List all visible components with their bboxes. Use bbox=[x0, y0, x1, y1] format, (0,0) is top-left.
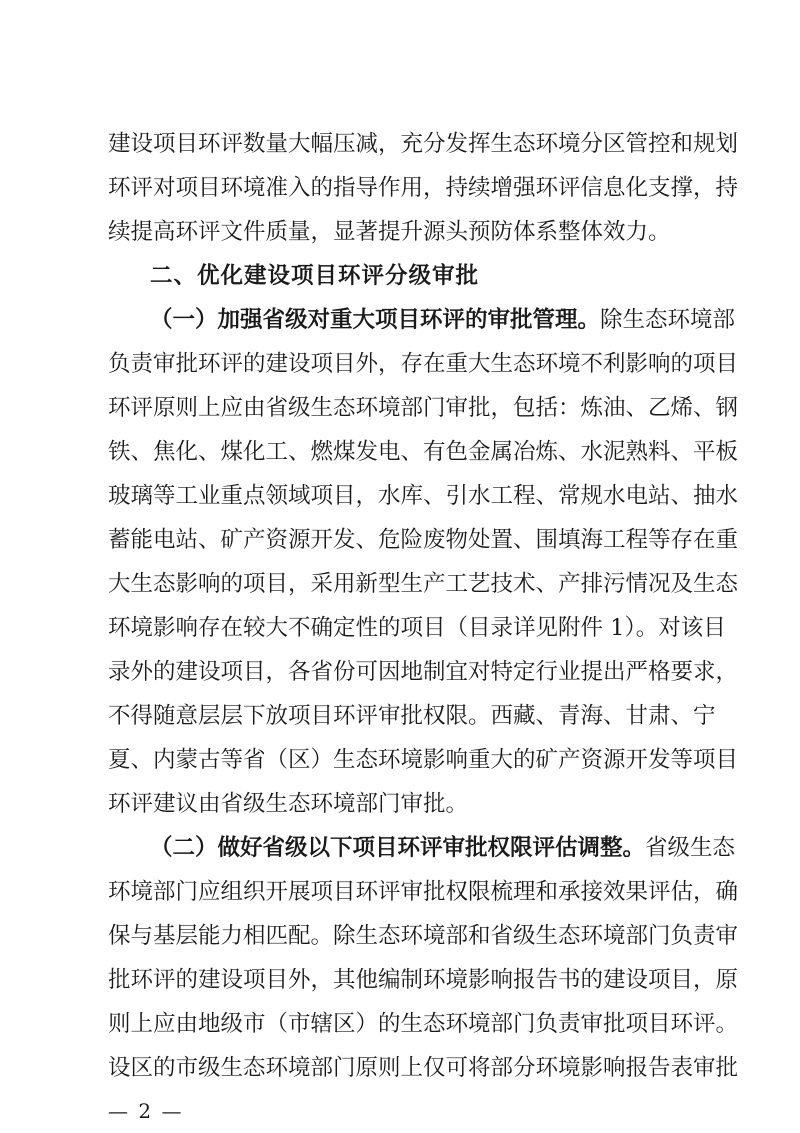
paragraph-one-line-11: 夏、内蒙古等省（区）生态环境影响重大的矿产资源开发等项目 bbox=[108, 747, 739, 773]
paragraph-two-line-4: 批环评的建设项目外，其他编制环境影响报告书的建设项目，原 bbox=[108, 967, 739, 993]
paragraph-two-line-3: 保与基层能力相匹配。除生态环境部和省级生态环境部门负责审 bbox=[108, 923, 739, 949]
paragraph-two-line-1-rest: 省级生态 bbox=[645, 835, 736, 861]
paragraph-one-line-12: 环评建议由省级生态环境部门审批。 bbox=[108, 791, 469, 817]
intro-line-3: 续提高环评文件质量，显著提升源头预防体系整体效力。 bbox=[108, 219, 671, 245]
page-number: — 2 — bbox=[108, 1099, 184, 1123]
section-heading: 二、优化建设项目环评分级审批 bbox=[150, 263, 480, 289]
intro-line-2: 环评对项目环境准入的指导作用，持续增强环评信息化支撑，持 bbox=[108, 175, 739, 201]
paragraph-two-line-2: 环境部门应组织开展项目环评审批权限梳理和承接效果评估，确 bbox=[108, 879, 739, 905]
paragraph-two-subhead: （二）做好省级以下项目环评审批权限评估调整。 bbox=[150, 835, 646, 861]
paragraph-two-line-1 bbox=[150, 828, 736, 868]
paragraph-one-subhead: （一）加强省级对重大项目环评的审批管理。 bbox=[150, 307, 601, 333]
paragraph-one-line-1-rest: 除生态环境部 bbox=[600, 307, 736, 333]
paragraph-one-line-10: 不得随意层层下放项目环评审批权限。西藏、青海、甘肃、宁 bbox=[108, 703, 716, 729]
paragraph-one-line-1 bbox=[150, 300, 736, 340]
paragraph-one-line-8: 环境影响存在较大不确定性的项目（目录详见附件 1）。对该目 bbox=[108, 615, 726, 641]
paragraph-one-line-6: 蓄能电站、矿产资源开发、危险废物处置、围填海工程等存在重 bbox=[108, 527, 739, 553]
paragraph-one-line-9: 录外的建设项目，各省份可因地制宜对特定行业提出严格要求， bbox=[108, 659, 739, 685]
paragraph-one-line-3: 环评原则上应由省级生态环境部门审批，包括：炼油、乙烯、钢 bbox=[108, 395, 739, 421]
paragraph-one-line-5: 玻璃等工业重点领域项目，水库、引水工程、常规水电站、抽水 bbox=[108, 483, 739, 509]
paragraph-two-line-6: 设区的市级生态环境部门原则上仅可将部分环境影响报告表审批 bbox=[108, 1055, 739, 1081]
paragraph-two-line-5: 则上应由地级市（市辖区）的生态环境部门负责审批项目环评。 bbox=[108, 1011, 739, 1037]
paragraph-one-line-7: 大生态影响的项目，采用新型生产工艺技术、产排污情况及生态 bbox=[108, 571, 739, 597]
intro-line-1: 建设项目环评数量大幅压减，充分发挥生态环境分区管控和规划 bbox=[108, 131, 739, 157]
paragraph-one-line-4: 铁、焦化、煤化工、燃煤发电、有色金属冶炼、水泥熟料、平板 bbox=[108, 439, 739, 465]
paragraph-one-line-2: 负责审批环评的建设项目外，存在重大生态环境不利影响的项目 bbox=[108, 351, 739, 377]
